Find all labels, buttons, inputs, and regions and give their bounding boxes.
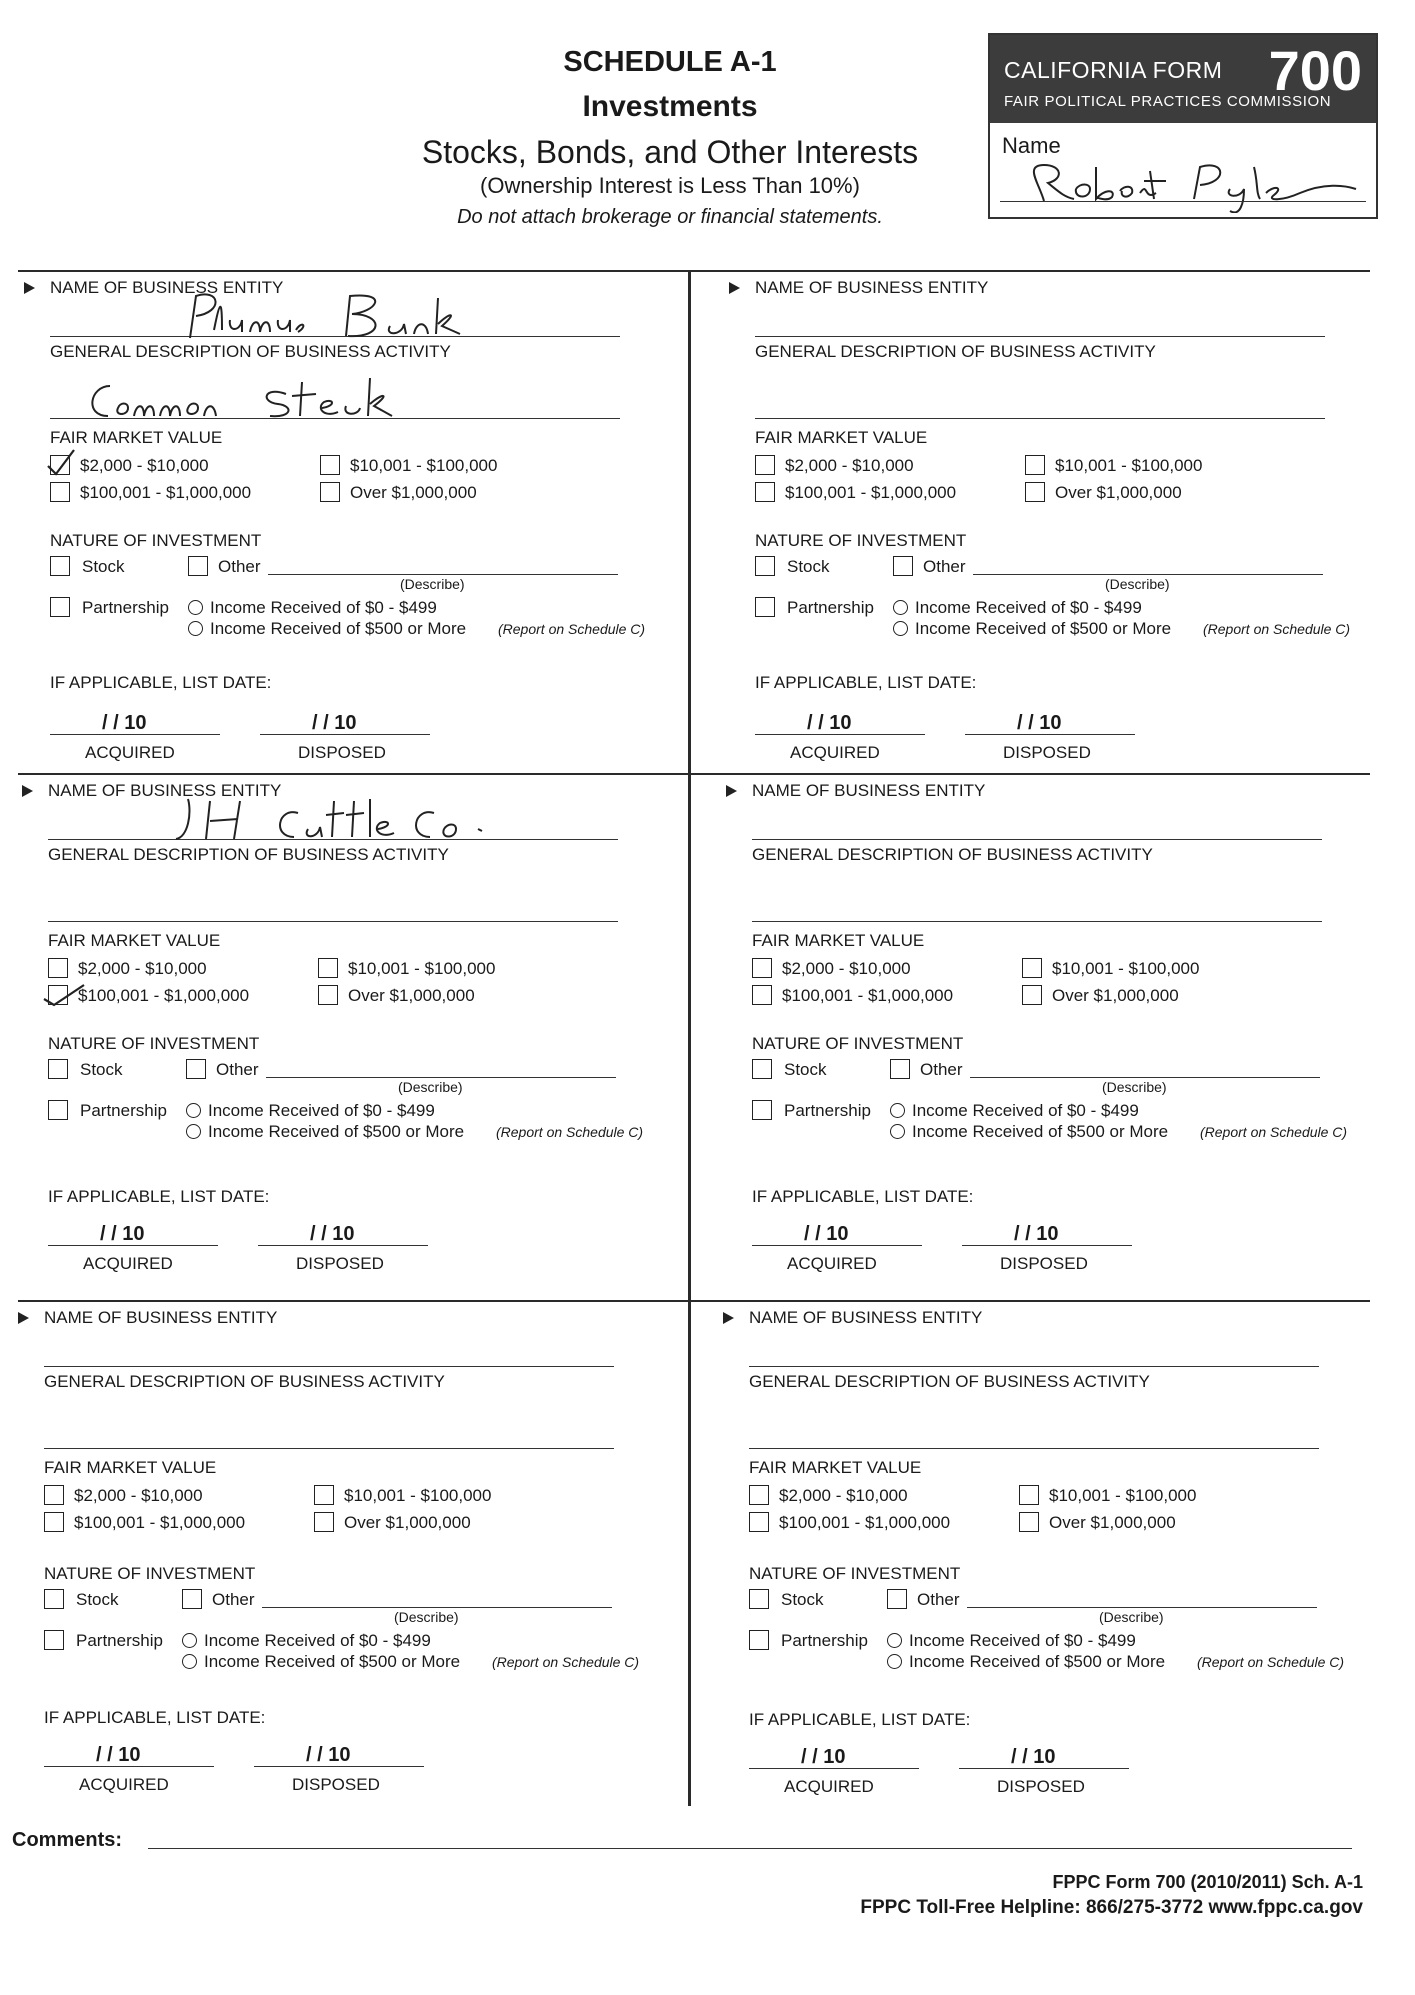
entity-name-label: NAME OF BUSINESS ENTITY — [48, 781, 282, 800]
partnership-label: Partnership — [76, 1631, 163, 1650]
other-describe-field[interactable] — [268, 574, 618, 575]
other-label: Other — [218, 557, 261, 576]
other-describe-field[interactable] — [970, 1077, 1320, 1078]
describe-label: (Describe) — [400, 576, 465, 592]
list-date-label: IF APPLICABLE, LIST DATE: — [44, 1708, 266, 1727]
grid-row-line-2 — [18, 1300, 1370, 1302]
other-checkbox[interactable] — [182, 1589, 202, 1609]
entity-name-field[interactable] — [752, 839, 1322, 840]
fmv-100k-1m-checkbox[interactable] — [44, 1512, 64, 1532]
income-500-more-label: Income Received of $500 or More — [208, 1122, 465, 1141]
form-id-box — [988, 33, 1378, 219]
fmv-2k-10k-checkbox[interactable] — [752, 958, 772, 978]
section-arrow-icon — [18, 1312, 29, 1324]
entity-name-handwriting — [170, 290, 550, 342]
nature-label: NATURE OF INVESTMENT — [752, 1034, 964, 1053]
acquired-date-value: / / 10 — [804, 1223, 849, 1245]
acquired-label: ACQUIRED — [787, 1254, 877, 1273]
stock-checkbox[interactable] — [44, 1589, 64, 1609]
stock-checkbox[interactable] — [749, 1589, 769, 1609]
nature-label: NATURE OF INVESTMENT — [50, 531, 262, 550]
name-line — [1000, 201, 1366, 202]
fmv-2k-10k-checkbox[interactable] — [48, 958, 68, 978]
fmv-10k-100k-label: $10,001 - $100,000 — [344, 1486, 492, 1505]
disposed-label: DISPOSED — [292, 1775, 380, 1794]
comments-label: Comments: — [12, 1829, 123, 1851]
attachment-note: Do not attach brokerage or financial statements. — [457, 206, 883, 228]
acquired-date-value: / / 10 — [801, 1746, 846, 1768]
fmv-over-1m-label: Over $1,000,000 — [1049, 1513, 1176, 1532]
fmv-label: FAIR MARKET VALUE — [749, 1458, 922, 1477]
entity-name-label: NAME OF BUSINESS ENTITY — [50, 278, 284, 297]
disposed-date-value: / / 10 — [310, 1223, 355, 1245]
income-500-more-label: Income Received of $500 or More — [912, 1122, 1169, 1141]
helpline-text: FPPC Toll-Free Helpline: 866/275-3772 www.fppc.ca.gov — [860, 1897, 1363, 1918]
section-arrow-icon — [729, 282, 740, 294]
stock-label: Stock — [784, 1060, 827, 1079]
fmv-10k-100k-checkbox[interactable] — [1022, 958, 1042, 978]
fmv-over-1m-label: Over $1,000,000 — [1052, 986, 1179, 1005]
form-number: 700 — [1268, 39, 1362, 102]
investment-section-3 — [18, 779, 698, 1279]
investment-section-5 — [14, 1306, 694, 1806]
describe-label: (Describe) — [1105, 576, 1170, 592]
stock-label: Stock — [781, 1590, 824, 1609]
fmv-10k-100k-label: $10,001 - $100,000 — [1052, 959, 1200, 978]
disposed-date-value: / / 10 — [1014, 1223, 1059, 1245]
description-field[interactable] — [44, 1448, 614, 1449]
income-500-more-radio[interactable] — [188, 621, 203, 636]
partnership-checkbox[interactable] — [749, 1630, 769, 1650]
partnership-label: Partnership — [787, 598, 874, 617]
fmv-over-1m-label: Over $1,000,000 — [344, 1513, 471, 1532]
other-checkbox[interactable] — [893, 556, 913, 576]
description-field[interactable] — [755, 418, 1325, 419]
income-500-more-radio[interactable] — [890, 1124, 905, 1139]
other-label: Other — [923, 557, 966, 576]
income-500-more-radio[interactable] — [887, 1654, 902, 1669]
disposed-date-value: / / 10 — [1017, 712, 1062, 734]
nature-label: NATURE OF INVESTMENT — [48, 1034, 260, 1053]
nature-label: NATURE OF INVESTMENT — [44, 1564, 256, 1583]
acquired-label: ACQUIRED — [784, 1777, 874, 1796]
fmv-label: FAIR MARKET VALUE — [44, 1458, 217, 1477]
fmv-10k-100k-label: $10,001 - $100,000 — [350, 456, 498, 475]
fmv-100k-1m-checkbox[interactable] — [752, 985, 772, 1005]
list-date-label: IF APPLICABLE, LIST DATE: — [50, 673, 272, 692]
fmv-10k-100k-checkbox[interactable] — [314, 1485, 334, 1505]
report-on-schedule-c: (Report on Schedule C) — [1200, 1124, 1348, 1140]
entity-name-field[interactable] — [44, 1366, 614, 1367]
disposed-label: DISPOSED — [296, 1254, 384, 1273]
income-0-499-radio[interactable] — [186, 1103, 201, 1118]
acquired-label: ACQUIRED — [83, 1254, 173, 1273]
stock-checkbox[interactable] — [48, 1059, 68, 1079]
partnership-checkbox[interactable] — [752, 1100, 772, 1120]
disposed-label: DISPOSED — [1000, 1254, 1088, 1273]
name-label: Name — [1002, 133, 1061, 158]
investment-section-2 — [725, 276, 1405, 776]
fmv-over-1m-label: Over $1,000,000 — [1055, 483, 1182, 502]
disposed-label: DISPOSED — [1003, 743, 1091, 762]
other-describe-field[interactable] — [967, 1607, 1317, 1608]
income-500-more-radio[interactable] — [893, 621, 908, 636]
other-describe-field[interactable] — [266, 1077, 616, 1078]
report-on-schedule-c: (Report on Schedule C) — [498, 621, 646, 637]
fmv-over-1m-checkbox[interactable] — [320, 482, 340, 502]
other-label: Other — [917, 1590, 960, 1609]
description-label: GENERAL DESCRIPTION OF BUSINESS ACTIVITY — [749, 1372, 1150, 1391]
description-field[interactable] — [752, 921, 1322, 922]
partnership-checkbox[interactable] — [44, 1630, 64, 1650]
other-checkbox[interactable] — [890, 1059, 910, 1079]
list-date-label: IF APPLICABLE, LIST DATE: — [755, 673, 977, 692]
fmv-100k-1m-label: $100,001 - $1,000,000 — [782, 986, 954, 1005]
income-500-more-label: Income Received of $500 or More — [915, 619, 1172, 638]
description-label: GENERAL DESCRIPTION OF BUSINESS ACTIVITY — [755, 342, 1156, 361]
checkmark-icon — [44, 448, 76, 478]
entity-name-label: NAME OF BUSINESS ENTITY — [755, 278, 989, 297]
report-on-schedule-c: (Report on Schedule C) — [1203, 621, 1351, 637]
describe-label: (Describe) — [1102, 1079, 1167, 1095]
fmv-2k-10k-checkbox[interactable] — [749, 1485, 769, 1505]
stock-checkbox[interactable] — [752, 1059, 772, 1079]
description-label: GENERAL DESCRIPTION OF BUSINESS ACTIVITY — [44, 1372, 445, 1391]
description-label: GENERAL DESCRIPTION OF BUSINESS ACTIVITY — [752, 845, 1153, 864]
fmv-100k-1m-label: $100,001 - $1,000,000 — [74, 1513, 246, 1532]
list-date-label: IF APPLICABLE, LIST DATE: — [48, 1187, 270, 1206]
fmv-10k-100k-label: $10,001 - $100,000 — [348, 959, 496, 978]
fmv-10k-100k-checkbox[interactable] — [1019, 1485, 1039, 1505]
fmv-label: FAIR MARKET VALUE — [755, 428, 928, 447]
fmv-2k-10k-label: $2,000 - $10,000 — [785, 456, 914, 475]
fmv-over-1m-checkbox[interactable] — [318, 985, 338, 1005]
partnership-label: Partnership — [80, 1101, 167, 1120]
fmv-100k-1m-checkbox[interactable] — [749, 1512, 769, 1532]
fmv-label: FAIR MARKET VALUE — [50, 428, 223, 447]
fmv-over-1m-label: Over $1,000,000 — [348, 986, 475, 1005]
schedule-subtitle: Investments — [582, 90, 758, 123]
partnership-checkbox[interactable] — [755, 597, 775, 617]
acquired-date-value: / / 10 — [807, 712, 852, 734]
income-500-more-radio[interactable] — [182, 1654, 197, 1669]
description-label: GENERAL DESCRIPTION OF BUSINESS ACTIVITY — [48, 845, 449, 864]
disposed-date-value: / / 10 — [306, 1744, 351, 1766]
acquired-date-value: / / 10 — [102, 712, 147, 734]
description-handwriting — [80, 372, 480, 422]
acquired-date-value: / / 10 — [96, 1744, 141, 1766]
fmv-2k-10k-checkbox[interactable] — [755, 455, 775, 475]
income-0-499-radio[interactable] — [890, 1103, 905, 1118]
stock-label: Stock — [82, 557, 125, 576]
stock-label: Stock — [76, 1590, 119, 1609]
investment-section-4 — [722, 779, 1402, 1279]
other-checkbox[interactable] — [887, 1589, 907, 1609]
entity-name-label: NAME OF BUSINESS ENTITY — [749, 1308, 983, 1327]
fmv-2k-10k-label: $2,000 - $10,000 — [80, 456, 209, 475]
stock-checkbox[interactable] — [50, 556, 70, 576]
fmv-10k-100k-checkbox[interactable] — [1025, 455, 1045, 475]
describe-label: (Describe) — [1099, 1609, 1164, 1625]
fmv-10k-100k-label: $10,001 - $100,000 — [1049, 1486, 1197, 1505]
income-0-499-label: Income Received of $0 - $499 — [210, 598, 437, 617]
section-arrow-icon — [22, 785, 33, 797]
other-describe-field[interactable] — [262, 1607, 612, 1608]
acquired-date-value: / / 10 — [100, 1223, 145, 1245]
fmv-over-1m-checkbox[interactable] — [314, 1512, 334, 1532]
fmv-10k-100k-label: $10,001 - $100,000 — [1055, 456, 1203, 475]
income-0-499-radio[interactable] — [893, 600, 908, 615]
income-500-more-label: Income Received of $500 or More — [909, 1652, 1166, 1671]
entity-name-field[interactable] — [749, 1366, 1319, 1367]
describe-label: (Describe) — [394, 1609, 459, 1625]
list-date-label: IF APPLICABLE, LIST DATE: — [752, 1187, 974, 1206]
grid-top-line — [18, 270, 1370, 272]
disposed-label: DISPOSED — [997, 1777, 1085, 1796]
other-checkbox[interactable] — [188, 556, 208, 576]
other-label: Other — [216, 1060, 259, 1079]
income-0-499-label: Income Received of $0 - $499 — [204, 1631, 431, 1650]
fmv-2k-10k-label: $2,000 - $10,000 — [78, 959, 207, 978]
fmv-100k-1m-label: $100,001 - $1,000,000 — [78, 986, 250, 1005]
investment-section-1 — [20, 276, 700, 776]
other-describe-field[interactable] — [973, 574, 1323, 575]
acquired-label: ACQUIRED — [790, 743, 880, 762]
entity-name-handwriting — [158, 793, 498, 845]
fmv-100k-1m-label: $100,001 - $1,000,000 — [785, 483, 957, 502]
stock-checkbox[interactable] — [755, 556, 775, 576]
fmv-over-1m-checkbox[interactable] — [1022, 985, 1042, 1005]
report-on-schedule-c: (Report on Schedule C) — [1197, 1654, 1345, 1670]
form-id-band — [990, 35, 1376, 123]
partnership-label: Partnership — [784, 1101, 871, 1120]
section-arrow-icon — [24, 282, 35, 294]
schedule-heading: Stocks, Bonds, and Other Interests — [421, 134, 919, 170]
section-arrow-icon — [726, 785, 737, 797]
filer-name-signature — [1004, 153, 1364, 213]
fmv-10k-100k-checkbox[interactable] — [318, 958, 338, 978]
income-500-more-label: Income Received of $500 or More — [204, 1652, 461, 1671]
comments-field[interactable] — [148, 1848, 1352, 1849]
income-500-more-label: Income Received of $500 or More — [210, 619, 467, 638]
entity-name-label: NAME OF BUSINESS ENTITY — [44, 1308, 278, 1327]
fmv-over-1m-label: Over $1,000,000 — [350, 483, 477, 502]
report-on-schedule-c: (Report on Schedule C) — [496, 1124, 644, 1140]
fmv-2k-10k-checkbox[interactable] — [44, 1485, 64, 1505]
description-field[interactable] — [48, 921, 618, 922]
stock-label: Stock — [80, 1060, 123, 1079]
other-checkbox[interactable] — [186, 1059, 206, 1079]
fmv-100k-1m-checkbox[interactable] — [755, 482, 775, 502]
list-date-label: IF APPLICABLE, LIST DATE: — [749, 1710, 971, 1729]
disposed-label: DISPOSED — [298, 743, 386, 762]
fmv-2k-10k-label: $2,000 - $10,000 — [74, 1486, 203, 1505]
partnership-checkbox[interactable] — [50, 597, 70, 617]
report-on-schedule-c: (Report on Schedule C) — [492, 1654, 640, 1670]
income-0-499-label: Income Received of $0 - $499 — [208, 1101, 435, 1120]
income-500-more-radio[interactable] — [186, 1124, 201, 1139]
nature-label: NATURE OF INVESTMENT — [749, 1564, 961, 1583]
other-label: Other — [212, 1590, 255, 1609]
california-form-label: CALIFORNIA FORM — [1004, 57, 1223, 83]
fmv-over-1m-checkbox[interactable] — [1019, 1512, 1039, 1532]
description-field[interactable] — [749, 1448, 1319, 1449]
investment-section-6 — [719, 1306, 1399, 1806]
fmv-10k-100k-checkbox[interactable] — [320, 455, 340, 475]
fmv-label: FAIR MARKET VALUE — [48, 931, 221, 950]
fmv-100k-1m-checkbox[interactable] — [50, 482, 70, 502]
income-0-499-label: Income Received of $0 - $499 — [909, 1631, 1136, 1650]
describe-label: (Describe) — [398, 1079, 463, 1095]
disposed-date-value: / / 10 — [1011, 1746, 1056, 1768]
income-0-499-label: Income Received of $0 - $499 — [912, 1101, 1139, 1120]
income-0-499-radio[interactable] — [182, 1633, 197, 1648]
form-identifier: FPPC Form 700 (2010/2011) Sch. A-1 — [1052, 1872, 1363, 1892]
fmv-2k-10k-label: $2,000 - $10,000 — [779, 1486, 908, 1505]
other-label: Other — [920, 1060, 963, 1079]
acquired-label: ACQUIRED — [85, 743, 175, 762]
commission-label: FAIR POLITICAL PRACTICES COMMISSION — [1004, 93, 1332, 110]
partnership-label: Partnership — [781, 1631, 868, 1650]
income-0-499-label: Income Received of $0 - $499 — [915, 598, 1142, 617]
fmv-100k-1m-label: $100,001 - $1,000,000 — [779, 1513, 951, 1532]
stock-label: Stock — [787, 557, 830, 576]
disposed-date-value: / / 10 — [312, 712, 357, 734]
income-0-499-radio[interactable] — [188, 600, 203, 615]
section-arrow-icon — [723, 1312, 734, 1324]
entity-name-field[interactable] — [755, 336, 1325, 337]
fmv-2k-10k-label: $2,000 - $10,000 — [782, 959, 911, 978]
nature-label: NATURE OF INVESTMENT — [755, 531, 967, 550]
ownership-note: (Ownership Interest is Less Than 10%) — [480, 173, 860, 198]
fmv-label: FAIR MARKET VALUE — [752, 931, 925, 950]
schedule-title: SCHEDULE A-1 — [563, 46, 777, 78]
fmv-100k-1m-label: $100,001 - $1,000,000 — [80, 483, 252, 502]
fmv-over-1m-checkbox[interactable] — [1025, 482, 1045, 502]
entity-name-label: NAME OF BUSINESS ENTITY — [752, 781, 986, 800]
acquired-label: ACQUIRED — [79, 1775, 169, 1794]
description-label: GENERAL DESCRIPTION OF BUSINESS ACTIVITY — [50, 342, 451, 361]
income-0-499-radio[interactable] — [887, 1633, 902, 1648]
partnership-label: Partnership — [82, 598, 169, 617]
partnership-checkbox[interactable] — [48, 1100, 68, 1120]
